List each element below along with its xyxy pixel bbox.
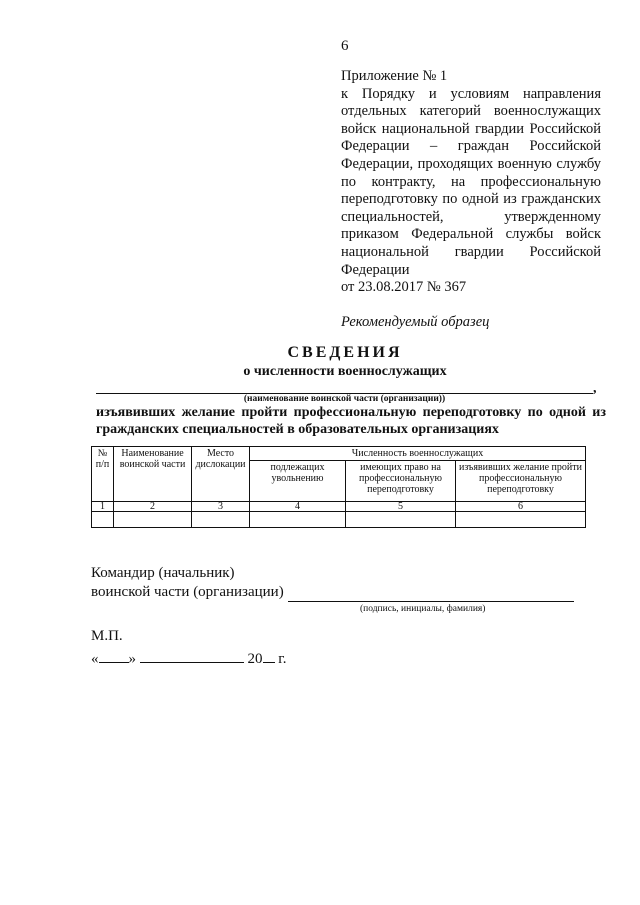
header-to-be-dismissed: подлежащих увольнению xyxy=(250,461,346,502)
document-description: изъявивших желание пройти профессиональную переподготовку по одной из гражданских специальностей в образовательных организациях xyxy=(96,405,606,437)
commander-label-line2: воинской части (организации) xyxy=(91,584,284,600)
date-close-quote: » xyxy=(128,651,136,667)
date-open-quote: « xyxy=(91,651,99,667)
table-cell[interactable] xyxy=(114,512,192,528)
report-table xyxy=(91,446,586,528)
appendix-date: от 23.08.2017 № 367 xyxy=(341,279,467,296)
table-column-numbers-row xyxy=(92,502,586,512)
document-title: СВЕДЕНИЯ xyxy=(287,344,403,361)
unit-comma: , xyxy=(593,381,597,396)
column-number: 5 xyxy=(346,502,456,512)
date-row xyxy=(91,648,286,668)
column-number: 3 xyxy=(192,502,250,512)
year-prefix: 20 xyxy=(247,651,263,667)
month-blank[interactable] xyxy=(140,648,244,663)
column-number: 1 xyxy=(92,502,114,512)
table-cell[interactable] xyxy=(250,512,346,528)
table-cell[interactable] xyxy=(456,512,586,528)
signature-line[interactable] xyxy=(288,601,574,602)
header-location: Место дислокации xyxy=(192,447,250,502)
page-number: 6 xyxy=(341,38,349,54)
stamp-label: М.П. xyxy=(91,628,123,644)
document-subtitle: о численности военнослужащих xyxy=(243,364,447,379)
appendix-body: к Порядку и условиям направления отдельных категорий военнослужащих войск национальной гвардии Российской Федерации – граждан Российской Федерации, проходящих военную службу по контракту, на профессиональную переподготовку по одной из гражданских специальностей, утвержденному приказом Федеральной службы войск национальной гвардии Российской Федерации xyxy=(341,85,601,278)
table-cell[interactable] xyxy=(346,512,456,528)
unit-name-caption: (наименование воинской части (организации)) xyxy=(243,394,446,404)
column-number: 6 xyxy=(456,502,586,512)
header-willing-retraining: изъявивших желание пройти профессиональную переподготовку xyxy=(456,461,586,502)
header-number: № п/п xyxy=(92,447,114,502)
header-personnel-count: Численность военнослужащих xyxy=(250,447,586,461)
appendix-title: Приложение № 1 xyxy=(341,68,448,84)
year-blank[interactable] xyxy=(263,648,275,663)
commander-label-line1: Командир (начальник) xyxy=(91,565,235,581)
header-unit-name: Наименование воинской части xyxy=(114,447,192,502)
table-cell[interactable] xyxy=(192,512,250,528)
column-number: 2 xyxy=(114,502,192,512)
year-suffix: г. xyxy=(278,651,287,667)
appendix-block xyxy=(341,68,601,297)
column-number: 4 xyxy=(250,502,346,512)
sample-label: Рекомендуемый образец xyxy=(341,314,490,330)
table-header-row xyxy=(92,447,586,461)
day-blank[interactable] xyxy=(99,648,129,663)
signature-caption: (подпись, инициалы, фамилия) xyxy=(360,604,486,614)
table-row[interactable] xyxy=(92,512,586,528)
table-cell[interactable] xyxy=(92,512,114,528)
header-eligible-retraining: имеющих право на профессиональную переподготовку xyxy=(346,461,456,502)
